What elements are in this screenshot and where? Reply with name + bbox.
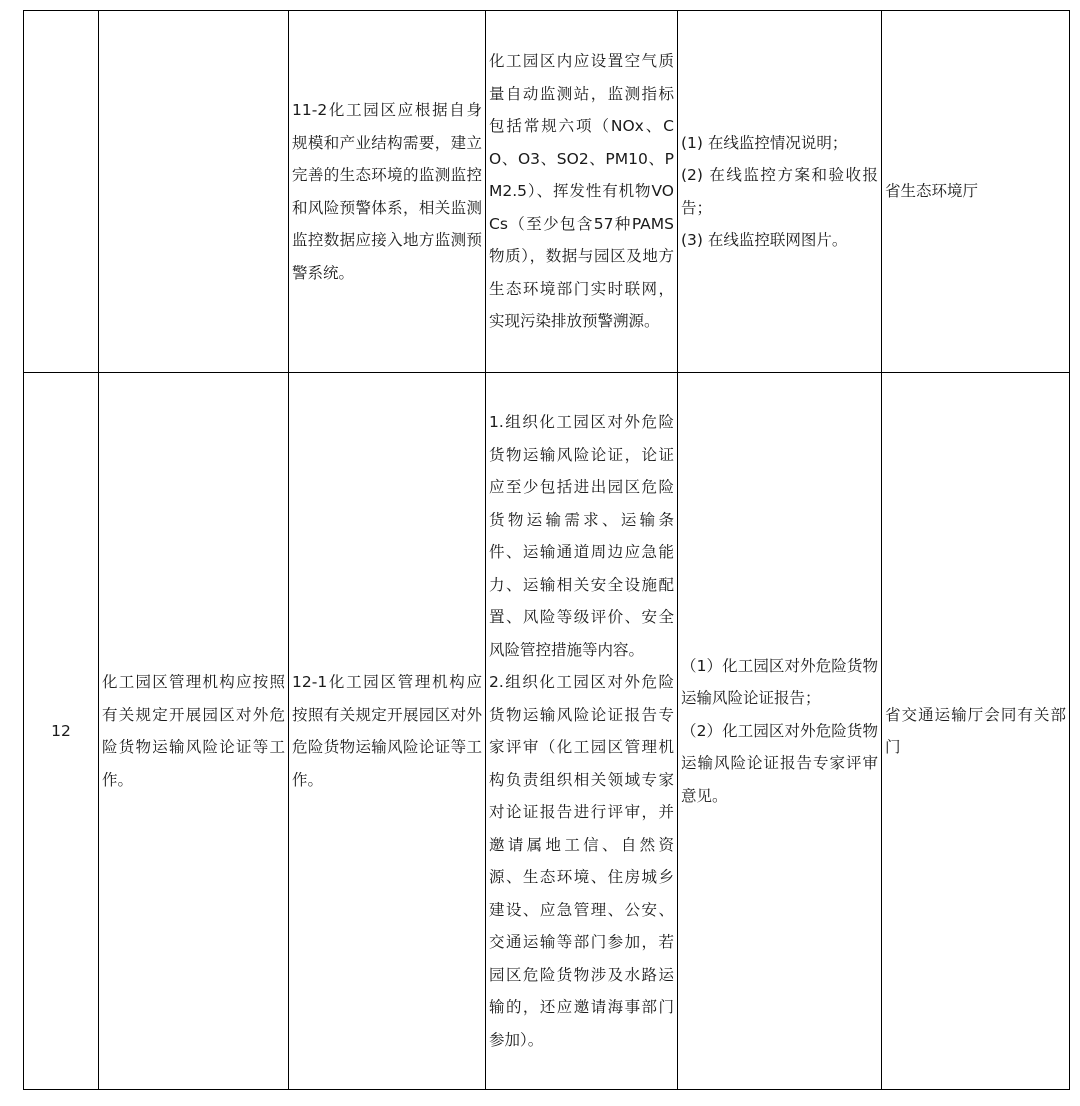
standard-cell: 化工园区内应设置空气质量自动监测站，监测指标包括常规六项（NOx、CO、O3、SO2、PM10、PM2.5）、挥发性有机物VOCs（至少包含57种PAMS物质），数据与园区及地方生态环境部门实时联网，实现污染排放预警溯源。 (486, 11, 678, 373)
table-row (24, 11, 1070, 373)
requirement-cell (99, 11, 289, 373)
material-item: (3) 在线监控联网图片。 (681, 231, 848, 249)
requirements-table (23, 10, 1070, 1090)
materials-cell (678, 11, 882, 373)
standard-item: 1.组织化工园区对外危险货物运输风险论证，论证应至少包括进出园区危险货物运输需求、运输条件、运输通道周边应急能力、运输相关安全设施配置、风险等级评价、安全风险管控措施等内容。 (489, 413, 674, 659)
requirement-cell: 化工园区管理机构应按照有关规定开展园区对外危险货物运输风险论证等工作。 (99, 373, 289, 1090)
material-item: (2) 在线监控方案和验收报告； (681, 166, 878, 217)
materials-cell (678, 373, 882, 1090)
row-number-cell: 12 (24, 373, 99, 1090)
table-row (24, 373, 1070, 1090)
sub-item-cell: 12-1化工园区管理机构应按照有关规定开展园区对外危险货物运输风险论证等工作。 (289, 373, 486, 1090)
department-cell: 省生态环境厅 (882, 11, 1070, 373)
standard-item: 2.组织化工园区对外危险货物运输风险论证报告专家评审（化工园区管理机构负责组织相关领域专家对论证报告进行评审，并邀请属地工信、自然资源、生态环境、住房城乡建设、应急管理、公安、交通运输等部门参加，若园区危险货物涉及水路运输的，还应邀请海事部门参加）。 (489, 673, 674, 1049)
material-item: （1）化工园区对外危险货物运输风险论证报告； (681, 656, 878, 708)
standard-cell (486, 373, 678, 1090)
department-cell: 省交通运输厅会同有关部门 (882, 373, 1070, 1090)
sub-item-cell: 11-2化工园区应根据自身规模和产业结构需要，建立完善的生态环境的监测监控和风险预警体系，相关监测监控数据应接入地方监测预警系统。 (289, 11, 486, 373)
material-item: （2）化工园区对外危险货物运输风险论证报告专家评审意见。 (681, 721, 878, 805)
material-item: (1) 在线监控情况说明； (681, 133, 848, 152)
row-number-cell (24, 11, 99, 373)
